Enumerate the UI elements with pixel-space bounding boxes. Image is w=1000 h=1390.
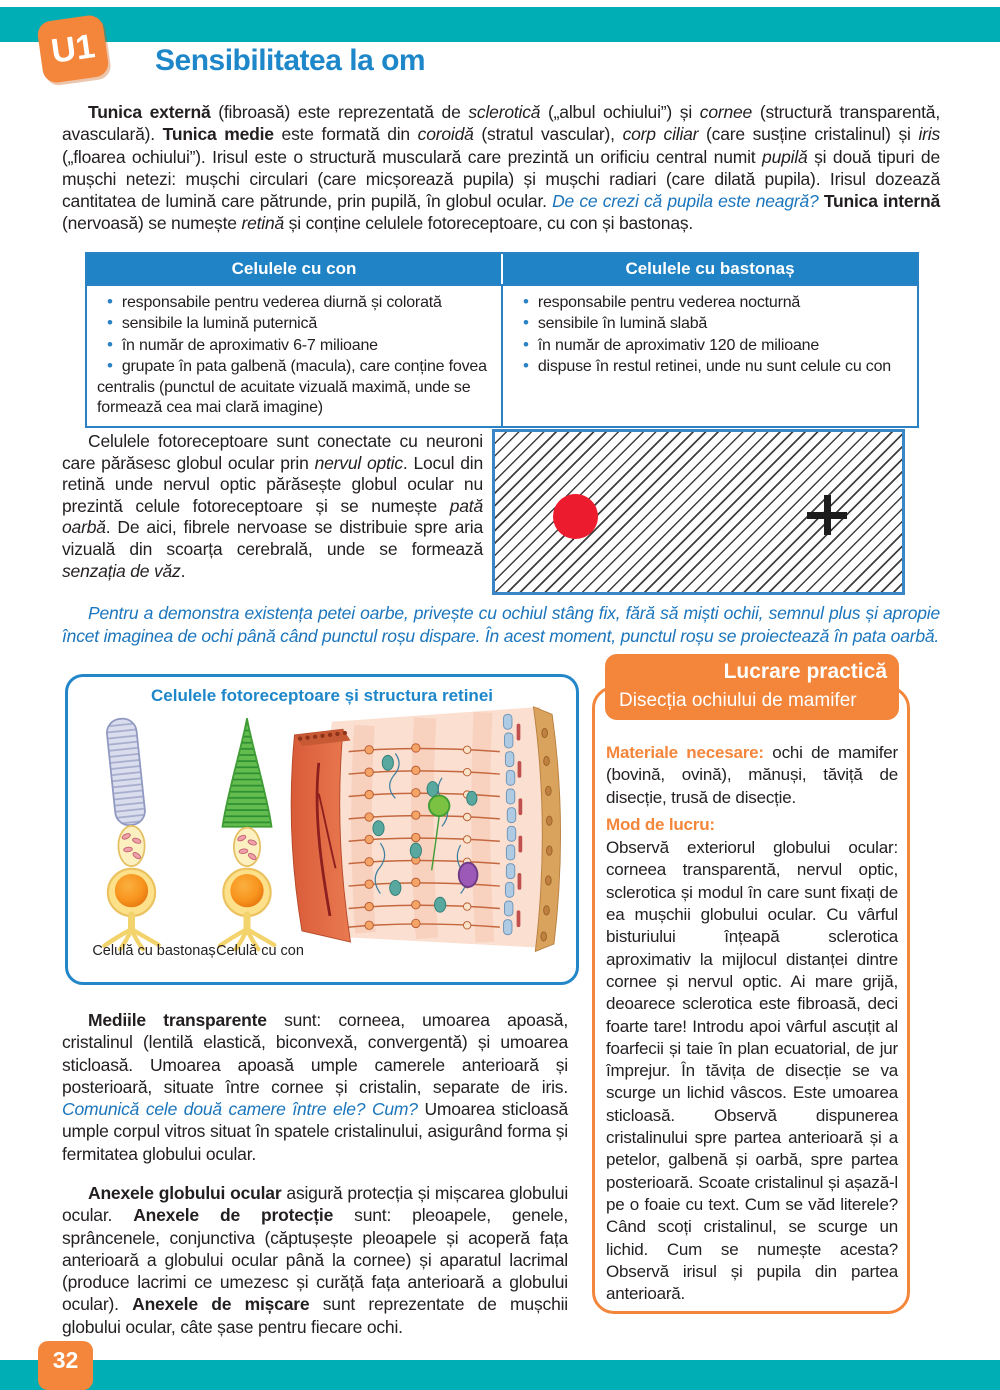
table-body — [87, 286, 917, 426]
top-teal-bar — [0, 7, 1000, 42]
list-item: • responsabile pentru vederea diurnă și colorată — [97, 292, 491, 313]
blind-spot-instructions: Pentru a demonstra existența petei oarbe, privește cu ochiul stâng fix, fără să miști ochii, semnul plus și apropie încet imaginea de ochi până când punctul roșu dispare. În acest moment, punctul roșu se proiectează în pata oarbă. — [62, 603, 940, 646]
unit-badge — [36, 14, 110, 85]
list-item: • în număr de aproximativ 6-7 milioane — [97, 335, 491, 356]
table-header-cones: Celulele cu con — [87, 254, 503, 284]
red-dot — [553, 494, 598, 539]
transparent-media-paragraph: Mediile transparente sunt: corneea, umoarea apoasă, cristalinul (lentilă elastică, biconvexă, convergentă) și umoarea sticloasă. Umoarea apoasă umple camerele anterioară și posterioară, situate între cornee și cristalin, separate de iris. Comunică cele două camere între ele? Cum? Umoarea sticloasă umple corpul vitros situat în spatele cristalinului, asigurând forma și fermitatea globului ocular. — [62, 1010, 568, 1164]
rod-cells-list — [503, 286, 917, 426]
list-item: • sensibile în lumină slabă — [513, 313, 907, 334]
intro-paragraph: Tunica externă (fibroasă) este reprezentată de sclerotică („albul ochiului”) și cornee (structură transparentă, avasculară). Tunica medie este formată din coroidă (stratul vascular), corp ciliar (care susține cristalinul) și iris („floarea ochiului”). Irisul este o structură musculară care prezintă un orificiu central numit pupilă și două tipuri de mușchi netezi: mușchi circulari (care micșorează pupila) și mușchi radiari (care dilată pupila). Irisul dozează cantitatea de lumină care pătrunde, prin pupilă, în globul ocular. De ce crezi că pupila este neagră? Tunica internă (nervoasă) se numește retină și conține celulele fotoreceptoare, cu con și bastonaș. — [62, 102, 940, 234]
panel-header — [605, 654, 899, 720]
page-title: Sensibilitatea la om — [155, 44, 426, 77]
cone-cells-list — [87, 286, 503, 426]
table-header-rods: Celulele cu bastonaș — [625, 259, 795, 278]
page-number: 32 — [52, 1347, 79, 1373]
figure-label-cone: Celulă cu con — [216, 943, 304, 959]
plus-sign — [805, 493, 849, 537]
unit-badge-label: U1 — [48, 26, 98, 71]
materials-section: Materiale necesare: ochi de mamifer (bovină, ovină), mănuși, tăviță de disecție, trusă de disecție. — [606, 743, 899, 807]
list-item: • responsabile pentru vederea nocturnă — [513, 292, 907, 313]
photoreceptor-paragraph: Celulele fotoreceptoare sunt conectate cu neuroni care părăsesc globul ocular prin nervul optic. Locul din retină unde nervul optic părăsește globul ocular nu prezintă celule fotoreceptoare și se numește pată oarbă. De aici, fibrele nervoase se distribuie spre aria vizuală din scoarța cerebrală, unde se formează senzația de văz. — [62, 431, 483, 581]
panel-title: Disecția ochiului de mamifer — [619, 690, 857, 711]
figure-title: Celulele fotoreceptoare și structura retinei — [151, 686, 493, 705]
bottom-teal-bar — [0, 1360, 1000, 1390]
retina-structure-illustration — [268, 705, 573, 957]
plus-vertical-bar — [824, 495, 831, 535]
procedure-label: Mod de lucru: — [606, 814, 715, 834]
table-header-row — [87, 254, 917, 286]
comparison-table — [85, 252, 919, 428]
panel-content — [606, 742, 898, 1305]
blind-spot-test-figure — [492, 429, 905, 595]
panel-tag: Lucrare practică — [723, 660, 887, 683]
list-item: • dispuse în restul retinei, unde nu sunt celule cu con — [513, 356, 907, 377]
retina-figure — [65, 674, 579, 985]
figure-label-rod: Celulă cu bastonaș — [92, 943, 216, 959]
rod-cell-illustration — [80, 713, 190, 958]
annexes-paragraph: Anexele globului ocular asigură protecția și mișcarea globului ocular. Anexele de protecție sunt: pleoapele, genele, sprâncenele, conjunctiva (căptușește pleoapele și acoperă fața anterioară a globului ocular până la cornee) și aparatul lacrimal (produce lacrimi ce umezesc și curăță fața anterioară a globului ocular). Anexele de mișcare sunt reprezentate de mușchii globului ocular, câte șase pentru fiecare ochi. — [62, 1183, 569, 1337]
procedure-text: Observă exteriorul globului ocular: corneea transparentă, nervul optic, sclerotica și modul în care sunt fixați de ea mușchii globului ocular. Cu vârful bisturiului înțeapă sclerotica aproximativ la mijlocul distanței dintre cornee și nervul optic. Ai mare grijă, deoarece sclerotica este fibroasă, deci foarte tare! Introdu apoi vârful ascuțit al foarfecii și taie în plan ecuatorial, de jur împrejur. În tăvița de disecție se va scurge un lichid vâscos. Este umoarea sticloasă. Observă dispunerea cristalinului spre partea anterioară și a petelor, galbenă și oarbă, spre partea posterioară. Scoate cristalinul și așază-l pe o foaie cu text. Cum se văd literele? Când scoți cristalinul, se scurge un lichid. Cum se numește acesta? Observă irisul și pupila din partea anterioară. — [606, 838, 898, 1304]
list-item: • sensibile la lumină puternică — [97, 313, 491, 334]
page-number-badge — [38, 1341, 93, 1390]
list-item: • grupate în pata galbenă (macula), care conține fovea centralis (punctul de acuitate vizuală maximă, unde se formează cea mai clară imagine) — [97, 356, 491, 418]
list-item: • în număr de aproximativ 120 de milioane — [513, 335, 907, 356]
